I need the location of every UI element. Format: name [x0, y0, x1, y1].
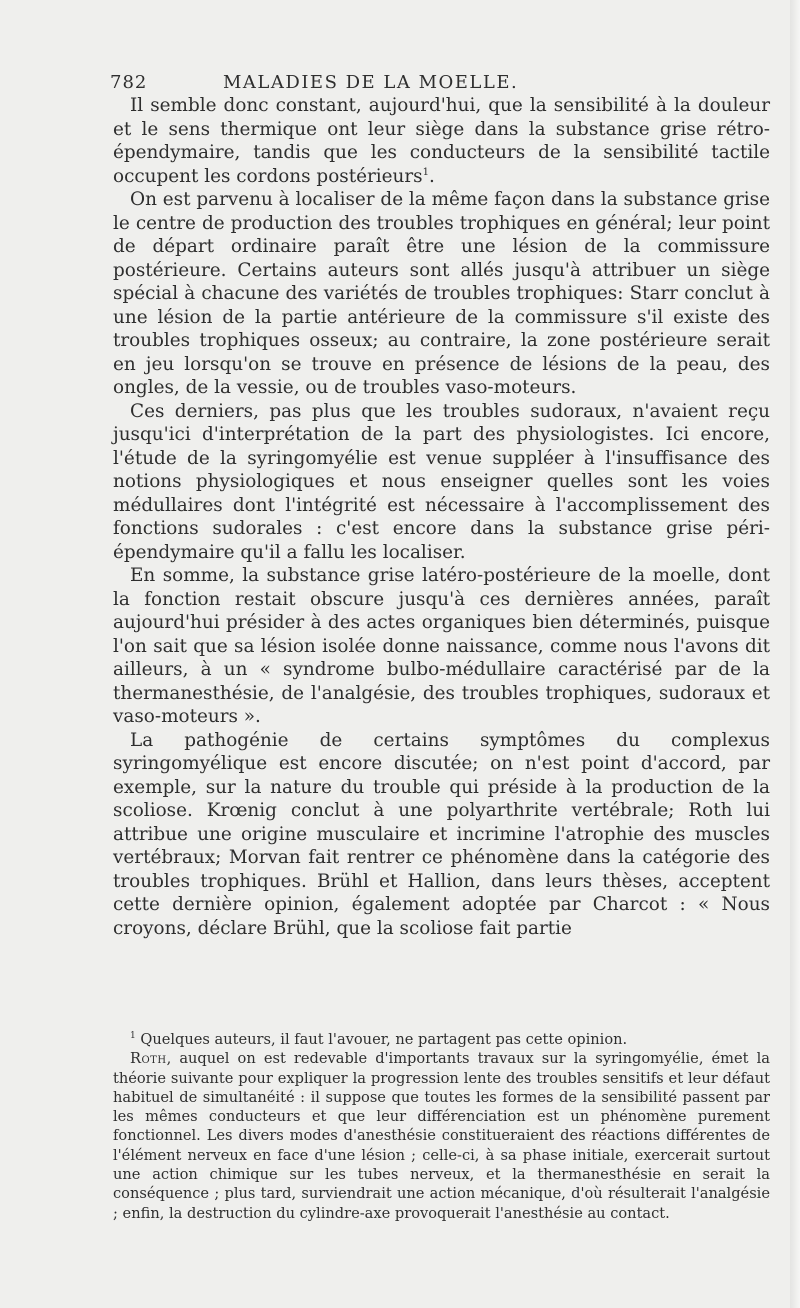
footnote: $^1$ Quelques auteurs, il faut l'avouer, ne partagent pas cette opinion. [130, 1031, 628, 1048]
paragraph: En somme, la substance grise latéro-postérieure de la moelle, dont la fonction restait obscure jusqu'à ces dernières années, paraît aujourd'hui présider à des actes organiques bien déterminés, puisque l'on sait que sa lésion isolée donne naissance, comme nous l'avons dit ailleurs, à un « syndrome bulbo-médullaire caractérisé par de la thermanesthésie, de l'analgésie, des troubles trophiques, sudoraux et vaso-moteurs ». [113, 565, 770, 727]
paragraph: On est parvenu à localiser de la même façon dans la substance grise le centre de production des troubles trophiques en général; leur point de départ ordinaire paraît être une lésion de la commissure postérieure. Certains auteurs sont allés jusqu'à attribuer un siège spécial à chacune des variétés de troubles trophiques: Starr conclut à une lésion de la partie antérieure de la commissure s'il existe des troubles trophiques osseux; au contraire, la zone postérieure serait en jeu lorsqu'on se trouve en présence de lésions de la peau, des ongles, de la vessie, ou de troubles vaso-moteurs. [113, 189, 770, 398]
footnote: Roth, auquel on est redevable d'importants travaux sur la syringomyélie, émet la théorie suivante pour expliquer la progression lente des troubles sensitifs et leur défaut habituel de simultanéité : il suppose que toutes les formes de la sensibilité passent par les mêmes conducteurs et que leur différenciation est un phénomène purement fonctionnel. Les divers modes d'anesthésie constitueraient des réactions différentes de l'élément nerveux en face d'une lésion ; celle-ci, à sa phase initiale, exercerait surtout une action chimique sur les tubes nerveux, et la thermanesthésie en serait la conséquence ; plus tard, surviendrait une action mécanique, d'où résulterait l'analgésie ; enfin, la destruction du cylindre-axe provoquerait l'anesthésie au contact. [113, 1050, 770, 1222]
page-number: 782 [110, 72, 148, 93]
footnotes [113, 1030, 770, 1223]
paragraph: Ces derniers, pas plus que les troubles sudoraux, n'avaient reçu jusqu'ici d'interprétation de la part des physiologistes. Ici encore, l'étude de la syringomyélie est venue suppléer à l'insuffisance des notions physiologiques et nous enseigner quelles sont les voies médullaires dont l'intégrité est nécessaire à l'accomplissement des fonctions sudorales : c'est encore dans la substance grise péri-épendymaire qu'il a fallu les localiser. [113, 400, 770, 563]
footnote-number: 1 [130, 1031, 136, 1042]
running-head: MALADIES DE LA MOELLE. [223, 72, 519, 93]
footnote-ref: 1 [422, 166, 429, 178]
body-text [113, 94, 770, 940]
paragraph: La pathogénie de certains symptômes du complexus syringomyélique est encore discutée; on n'est point d'accord, par exemple, sur la nature du trouble qui préside à la production de la scoliose. Krœnig conclut à une polyarthrite vertébrale; Roth lui attribue une origine musculaire et incrimine l'atrophie des muscles vertébraux; Morvan fait rentrer ce phénomène dans la catégorie des troubles trophiques. Brühl et Hallion, dans leurs thèses, acceptent cette dernière opinion, également adoptée par Charcot : « Nous croyons, déclare Brühl, que la scoliose fait partie [113, 729, 770, 939]
author-name: Roth [130, 1050, 167, 1068]
paragraph: Il semble donc constant, aujourd'hui, que la sensibilité à la douleur et le sens thermique ont leur siège dans la substance grise rétro-épendymaire, tandis que les conducteurs de la sensibilité tactile occupent les cordons postérieurs$^1$. [113, 95, 770, 187]
page-edge [790, 0, 800, 1308]
